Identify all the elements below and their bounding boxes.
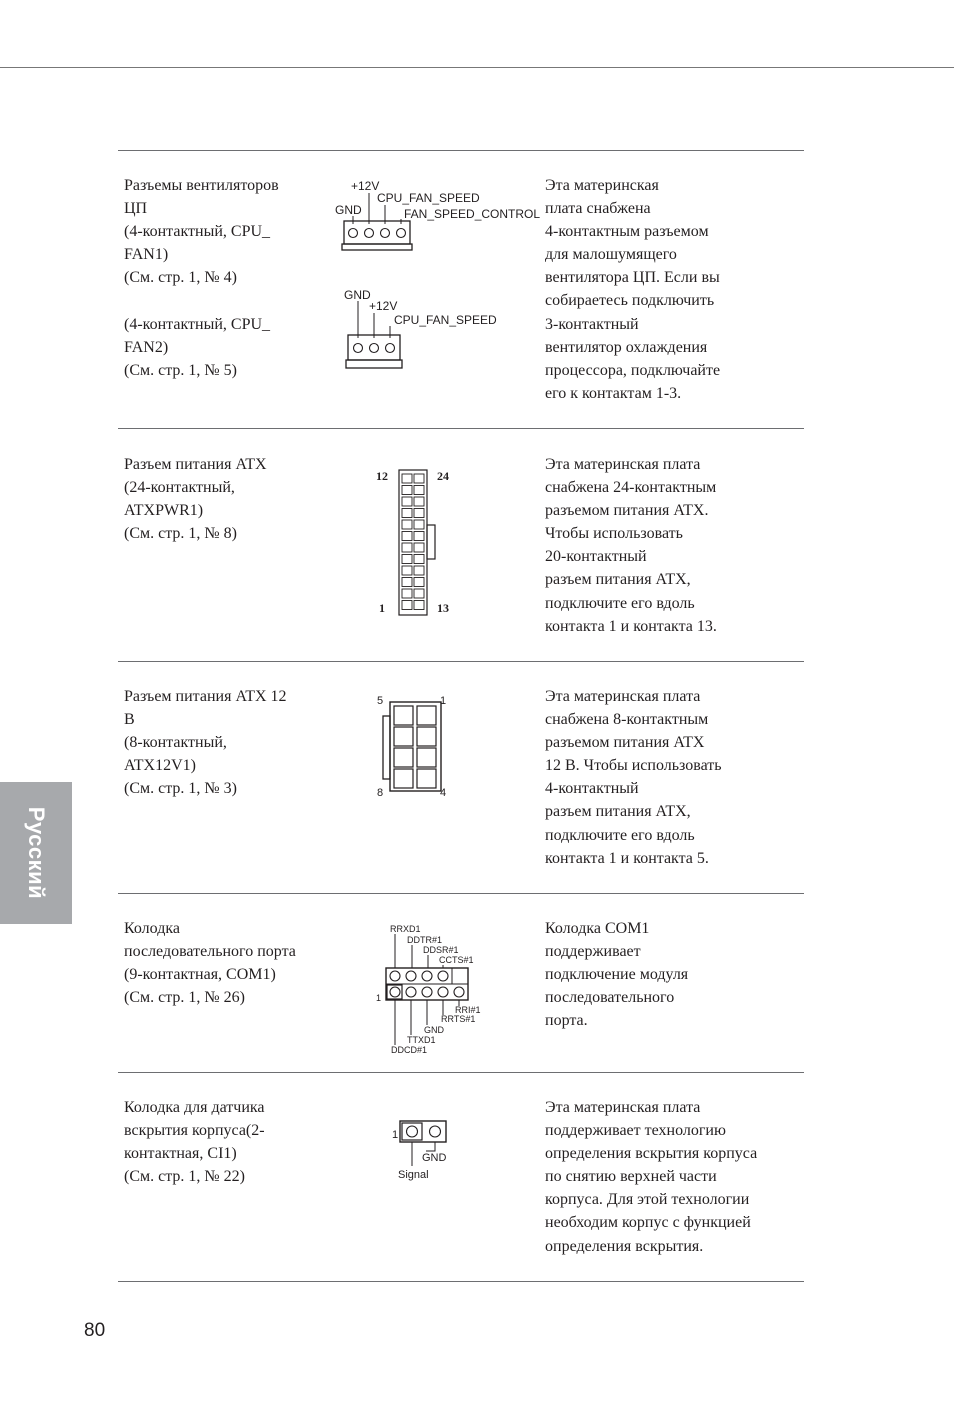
language-tab: [0, 782, 72, 924]
fan1-speed-label: CPU_FAN_SPEED: [377, 191, 480, 205]
row-atx12v-title: [124, 685, 287, 800]
text-line: разъемом питания ATX.: [545, 502, 709, 520]
text-line: снабжена 24-контактным: [545, 479, 717, 497]
text-line: определения вскрытия.: [545, 1237, 704, 1255]
text-line: (См. стр. 1, № 3): [124, 780, 238, 798]
text-line: контакта 1 и контакта 5.: [545, 849, 709, 867]
text-line: (См. стр. 1, № 22): [124, 1168, 246, 1186]
row-ci1-description: [545, 1096, 757, 1258]
com1-rrts1-label: RRTS#1: [441, 1014, 476, 1024]
text-line: контакта 1 и контакта 13.: [545, 617, 717, 635]
com1-header-diagram: [370, 920, 490, 1060]
com1-ddcd1-label: DDCD#1: [391, 1045, 428, 1055]
text-line: 12 В. Чтобы использовать: [545, 757, 722, 775]
com1-ddtr1-label: DDTR#1: [407, 935, 443, 945]
table-rule: [118, 1281, 804, 1282]
text-line: (См. стр. 1, № 5): [124, 361, 238, 379]
text-line: (4-контактный, CPU_: [124, 223, 271, 241]
com1-rri1-label: RRI#1: [455, 1005, 481, 1015]
fan1-12v-label: +12V: [351, 179, 380, 193]
table-rule: [118, 428, 804, 429]
text-line: вскрытия корпуса(2-: [124, 1122, 265, 1140]
text-line: по снятию верхней части: [545, 1168, 717, 1186]
text-line: подключите его вдоль: [545, 826, 695, 844]
text-line: 4-контактным разъемом: [545, 223, 709, 241]
header-rule: [0, 67, 954, 68]
com1-rrxd1-label: RRXD1: [390, 924, 421, 934]
text-line: контактная, CI1): [124, 1145, 237, 1163]
com1-gnd-label: GND: [424, 1025, 444, 1035]
fan2-speed-label: CPU_FAN_SPEED: [394, 313, 497, 327]
text-line: процессора, подключайте: [545, 361, 721, 379]
atx24-label-24: 24: [437, 469, 449, 483]
text-line: (24-контактный,: [124, 479, 235, 497]
atx12v-label-4: 4: [440, 787, 447, 799]
ci1-gnd-label: GND: [422, 1152, 447, 1164]
text-line: Эта материнская плата: [545, 456, 701, 473]
text-line: Эта материнская плата: [545, 1099, 701, 1116]
table-rule: [118, 661, 804, 662]
text-line: подключение модуля: [545, 966, 689, 984]
text-line: последовательного порта: [124, 943, 296, 961]
language-tab-label: Русский: [24, 806, 49, 900]
page-number: 80: [84, 1320, 106, 1341]
text-line: собираетесь подключить: [545, 292, 715, 310]
text-line: порта.: [545, 1012, 588, 1030]
text-line: (4-контактный, CPU_: [124, 315, 271, 333]
row-atx24-title: [124, 453, 267, 545]
fan1-gnd-label: GND: [335, 203, 362, 217]
row-atx24-description: [545, 453, 717, 638]
row-cpu-fan-title: [124, 174, 279, 382]
text-line: Разъем питания ATX 12: [124, 688, 287, 705]
text-line: Колодка COM1: [545, 920, 650, 937]
table-rule: [118, 150, 804, 151]
row-atx12v-description: [545, 685, 722, 870]
text-line: 4-контактный: [545, 780, 639, 798]
text-line: разъем питания ATX,: [545, 803, 691, 821]
text-line: вентилятора ЦП. Если вы: [545, 269, 720, 287]
table-rule: [118, 893, 804, 894]
text-line: Колодка для датчика: [124, 1099, 265, 1116]
text-line: Чтобы использовать: [545, 525, 683, 543]
text-line: (9-контактная, COM1): [124, 966, 276, 984]
text-line: плата снабжена: [545, 200, 651, 218]
text-line: (См. стр. 1, № 4): [124, 269, 238, 287]
text-line: для малошумящего: [545, 246, 677, 264]
fan1-control-label: FAN_SPEED_CONTROL: [404, 207, 541, 221]
atx12v-label-1: 1: [440, 695, 447, 707]
text-line: (См. стр. 1, № 26): [124, 989, 246, 1007]
text-line: 3-контактный: [545, 315, 639, 333]
com1-pin1-label: 1: [376, 993, 382, 1003]
text-line: подключите его вдоль: [545, 594, 695, 612]
fan2-12v-label: +12V: [369, 299, 398, 313]
atx12v-connector-diagram: [370, 690, 460, 805]
text-line: FAN2): [124, 338, 169, 356]
text-line: Разъем питания ATX: [124, 456, 267, 473]
text-line: (См. стр. 1, № 8): [124, 525, 238, 543]
atx24-label-13: 13: [437, 601, 449, 615]
table-rule: [118, 1072, 804, 1073]
text-line: (8-контактный,: [124, 734, 227, 752]
ci1-signal-label: Signal: [398, 1169, 429, 1181]
text-line: определения вскрытия корпуса: [545, 1145, 758, 1163]
row-com1-title: [124, 917, 296, 1009]
atx12v-label-5: 5: [377, 695, 384, 707]
fan2-gnd-label: GND: [344, 288, 371, 302]
text-line: FAN1): [124, 246, 169, 264]
text-line: разъемом питания ATX: [545, 734, 705, 752]
ci1-header-diagram: [380, 1114, 470, 1189]
text-line: разъем питания ATX,: [545, 571, 691, 589]
text-line: В: [124, 711, 135, 729]
atx12v-label-8: 8: [377, 787, 384, 799]
text-line: 20-контактный: [545, 548, 647, 566]
text-line: его к контактам 1-3.: [545, 384, 682, 402]
text-line: снабжена 8-контактным: [545, 711, 709, 729]
text-line: поддерживает: [545, 943, 641, 961]
text-line: Эта материнская плата: [545, 688, 701, 705]
com1-ccts1-label: CCTS#1: [439, 955, 474, 965]
atx24-connector-diagram: [370, 462, 460, 622]
com1-ttxd1-label: TTXD1: [407, 1035, 436, 1045]
cpu-fan-connector-diagram: [330, 176, 545, 376]
ci1-pin1-label: 1: [392, 1129, 399, 1141]
row-cpu-fan-description: [545, 174, 720, 405]
text-line: ЦП: [124, 200, 148, 218]
row-ci1-title: [124, 1096, 265, 1188]
com1-ddsr1-label: DDSR#1: [423, 945, 459, 955]
text-line: вентилятор охлаждения: [545, 338, 708, 356]
text-line: [124, 289, 279, 312]
row-com1-description: [545, 917, 688, 1032]
text-line: Колодка: [124, 920, 180, 937]
text-line: последовательного: [545, 989, 675, 1007]
text-line: Эта материнская: [545, 177, 659, 194]
atx24-label-12: 12: [376, 469, 388, 483]
text-line: ATX12V1): [124, 757, 196, 775]
text-line: необходим корпус с функцией: [545, 1214, 751, 1232]
text-line: поддерживает технологию: [545, 1122, 726, 1140]
text-line: Разъемы вентиляторов: [124, 177, 279, 194]
atx24-label-1: 1: [379, 601, 385, 615]
text-line: корпуса. Для этой технологии: [545, 1191, 750, 1209]
text-line: ATXPWR1): [124, 502, 204, 520]
